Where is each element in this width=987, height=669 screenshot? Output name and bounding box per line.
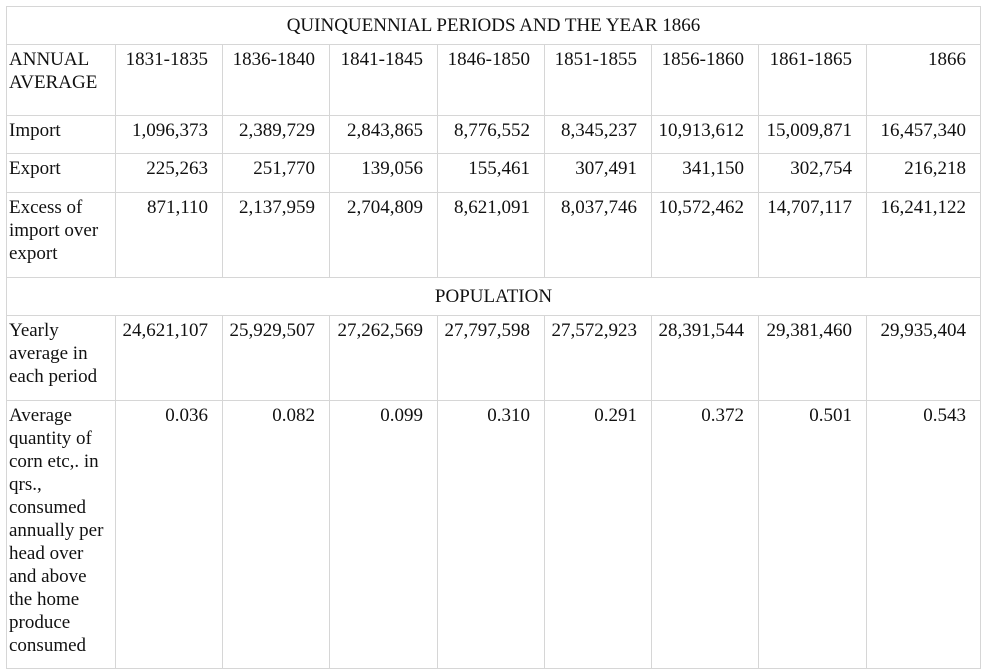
cell-value: 341,150 bbox=[652, 154, 759, 193]
cell-value: 2,137,959 bbox=[223, 193, 330, 278]
title-row bbox=[7, 7, 981, 45]
cell-value: 27,797,598 bbox=[438, 316, 545, 401]
cell-value: 10,572,462 bbox=[652, 193, 759, 278]
cell-value: 225,263 bbox=[116, 154, 223, 193]
row-label: Average quantity of corn etc,. in qrs., consumed annually per head over and above the home produce consumed bbox=[7, 401, 116, 669]
cell-value: 27,572,923 bbox=[545, 316, 652, 401]
cell-value: 14,707,117 bbox=[759, 193, 867, 278]
cell-value: 216,218 bbox=[867, 154, 981, 193]
cell-value: 0.036 bbox=[116, 401, 223, 669]
cell-value: 10,913,612 bbox=[652, 116, 759, 154]
cell-value: 871,110 bbox=[116, 193, 223, 278]
header-row bbox=[7, 45, 981, 116]
cell-value: 0.291 bbox=[545, 401, 652, 669]
period-header: 1841-1845 bbox=[330, 45, 438, 116]
cell-value: 16,457,340 bbox=[867, 116, 981, 154]
cell-value: 27,262,569 bbox=[330, 316, 438, 401]
cell-value: 15,009,871 bbox=[759, 116, 867, 154]
period-header: 1866 bbox=[867, 45, 981, 116]
period-header: 1851-1855 bbox=[545, 45, 652, 116]
cell-value: 2,704,809 bbox=[330, 193, 438, 278]
cell-value: 2,389,729 bbox=[223, 116, 330, 154]
cell-value: 16,241,122 bbox=[867, 193, 981, 278]
row-label: Yearly average in each period bbox=[7, 316, 116, 401]
cell-value: 28,391,544 bbox=[652, 316, 759, 401]
cell-value: 29,381,460 bbox=[759, 316, 867, 401]
import-row bbox=[7, 116, 981, 154]
population-heading-row bbox=[7, 278, 981, 316]
cell-value: 155,461 bbox=[438, 154, 545, 193]
period-header: 1831-1835 bbox=[116, 45, 223, 116]
corn-consumption-row bbox=[7, 401, 981, 669]
cell-value: 0.310 bbox=[438, 401, 545, 669]
cell-value: 139,056 bbox=[330, 154, 438, 193]
cell-value: 1,096,373 bbox=[116, 116, 223, 154]
cell-value: 0.372 bbox=[652, 401, 759, 669]
cell-value: 0.501 bbox=[759, 401, 867, 669]
section-heading: POPULATION bbox=[7, 278, 981, 316]
cell-value: 29,935,404 bbox=[867, 316, 981, 401]
corn-trade-table bbox=[6, 6, 981, 669]
cell-value: 2,843,865 bbox=[330, 116, 438, 154]
table-title: QUINQUENNIAL PERIODS AND THE YEAR 1866 bbox=[7, 7, 981, 45]
cell-value: 8,037,746 bbox=[545, 193, 652, 278]
cell-value: 0.543 bbox=[867, 401, 981, 669]
period-header: 1861-1865 bbox=[759, 45, 867, 116]
yearly-average-row bbox=[7, 316, 981, 401]
cell-value: 0.082 bbox=[223, 401, 330, 669]
cell-value: 8,345,237 bbox=[545, 116, 652, 154]
cell-value: 307,491 bbox=[545, 154, 652, 193]
period-header: 1836-1840 bbox=[223, 45, 330, 116]
cell-value: 251,770 bbox=[223, 154, 330, 193]
period-header: 1856-1860 bbox=[652, 45, 759, 116]
cell-value: 8,776,552 bbox=[438, 116, 545, 154]
cell-value: 24,621,107 bbox=[116, 316, 223, 401]
cell-value: 25,929,507 bbox=[223, 316, 330, 401]
cell-value: 0.099 bbox=[330, 401, 438, 669]
header-label: ANNUAL AVERAGE bbox=[7, 45, 116, 116]
row-label: Excess of import over export bbox=[7, 193, 116, 278]
row-label: Export bbox=[7, 154, 116, 193]
cell-value: 8,621,091 bbox=[438, 193, 545, 278]
excess-row bbox=[7, 193, 981, 278]
period-header: 1846-1850 bbox=[438, 45, 545, 116]
export-row bbox=[7, 154, 981, 193]
cell-value: 302,754 bbox=[759, 154, 867, 193]
row-label: Import bbox=[7, 116, 116, 154]
